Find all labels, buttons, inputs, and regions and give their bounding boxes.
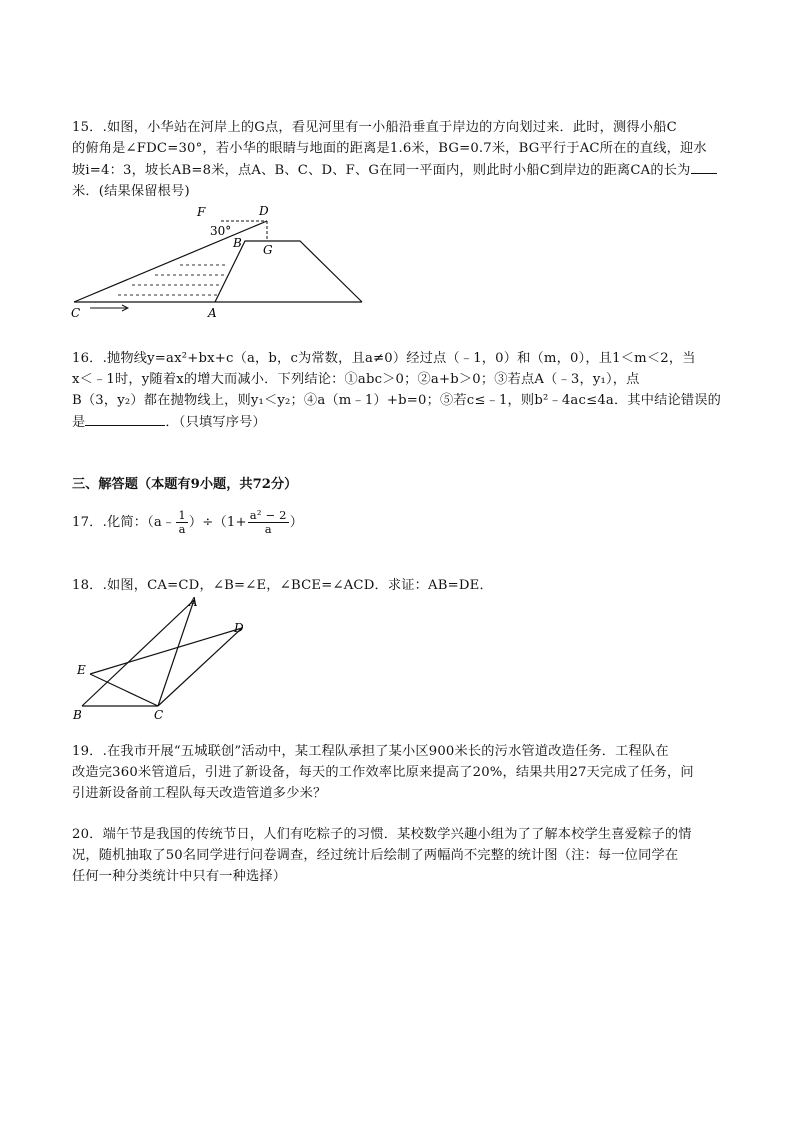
q20-line-1: 20．端午节是我国的传统节日，人们有吃粽子的习惯．某校数学兴趣小组为了了解本校学生喜爱粽子的情 xyxy=(72,827,692,842)
q17-mid: ）÷（1+ xyxy=(188,515,247,530)
label-B: B xyxy=(233,236,242,250)
q20-line-2: 况，随机抽取了50名同学进行问卷调查，经过统计后绘制了两幅尚不完整的统计图（注：每一位同学在 xyxy=(72,848,679,863)
q16-line-4: 是 ．（只填写序号） xyxy=(72,411,732,433)
label-angle: 30° xyxy=(210,224,232,238)
label-F: F xyxy=(197,205,206,219)
q15-line-3: 坡i=4：3，坡长AB=8米，点A、B、C、D、F、G在同一平面内，则此时小船C到岸边的距离CA的长为 xyxy=(72,159,732,181)
label-A: A xyxy=(208,306,217,320)
q15-figure xyxy=(60,200,380,325)
segment-CD xyxy=(158,628,242,706)
q17-suffix: ） xyxy=(289,515,304,530)
answer-blank xyxy=(85,411,165,426)
question-17 xyxy=(72,508,732,538)
fraction-1-over-a: $\frac{1}{a}$ xyxy=(178,508,186,536)
label-E: E xyxy=(77,663,86,677)
q19-line-2: 改造完360米管道后，引进了新设备，每天的工作效率比原来提高了20%，结果共用27天完成了任务，问 xyxy=(72,765,694,780)
answer-blank xyxy=(691,159,717,174)
segment-ED xyxy=(90,628,242,674)
q15-line-1: 15．.如图，小华站在河岸上的G点，看见河里有一小船沿垂直于岸边的方向划过来．此时，测得小船C xyxy=(72,120,677,135)
label-D: D xyxy=(259,204,269,218)
segment-EC xyxy=(90,674,158,706)
q15-line-4: 米．(结果保留根号) xyxy=(72,184,190,199)
q16-line-3: B（3，y₂）都在抛物线上，则y₁＜y₂；④a（m﹣1）+b=0；⑤若c≤﹣1，则b²﹣4ac≤4a．其中结论错误的 xyxy=(72,393,722,408)
label-C: C xyxy=(154,708,164,722)
label-C: C xyxy=(71,306,81,320)
embankment xyxy=(215,241,362,302)
label-A: A xyxy=(189,595,198,609)
question-20 xyxy=(72,824,732,887)
q18-figure xyxy=(70,592,260,722)
q18-text: 18．.如图，CA=CD，∠B=∠E，∠BCE=∠ACD．求证：AB=DE． xyxy=(72,578,493,593)
q19-line-3: 引进新设备前工程队每天改造管道多少米？ xyxy=(72,786,327,801)
fraction-a2-minus-2-over-a: $\frac{\text{a² − 2}}{a}$ xyxy=(249,508,287,536)
sight-line xyxy=(74,221,267,302)
q15-line-2: 的俯角是∠FDC=30°，若小华的眼睛与地面的距离是1.6米，BG=0.7米，BG平行于AC所在的直线，迎水 xyxy=(72,141,707,156)
label-D: D xyxy=(234,621,244,635)
q20-line-3: 任何一种分类统计中只有一种选择） xyxy=(72,869,287,884)
question-16 xyxy=(72,348,732,433)
segment-AB xyxy=(82,600,194,706)
q19-line-1: 19．.在我市开展“五城联创”活动中，某工程队承担了某小区900米长的污水管道改造任务．工程队在 xyxy=(72,744,669,759)
q16-line-2: x＜﹣1时，y随着x的增大而减小．下列结论：①abc＞0；②a+b＞0；③若点A（﹣3，y₁），点 xyxy=(72,372,640,387)
question-19 xyxy=(72,741,732,804)
question-15 xyxy=(72,117,732,202)
section-heading: 三、解答题（本题有9小题，共72分） xyxy=(72,477,298,492)
q17-prefix: 17．.化简：（a﹣ xyxy=(72,515,176,530)
q16-line-1: 16．.抛物线y=ax²+bx+c（a，b，c为常数，且a≠0）经过点（﹣1，0）和（m，0），且1＜m＜2，当 xyxy=(72,351,696,366)
label-B: B xyxy=(73,708,82,722)
label-G: G xyxy=(263,243,273,257)
